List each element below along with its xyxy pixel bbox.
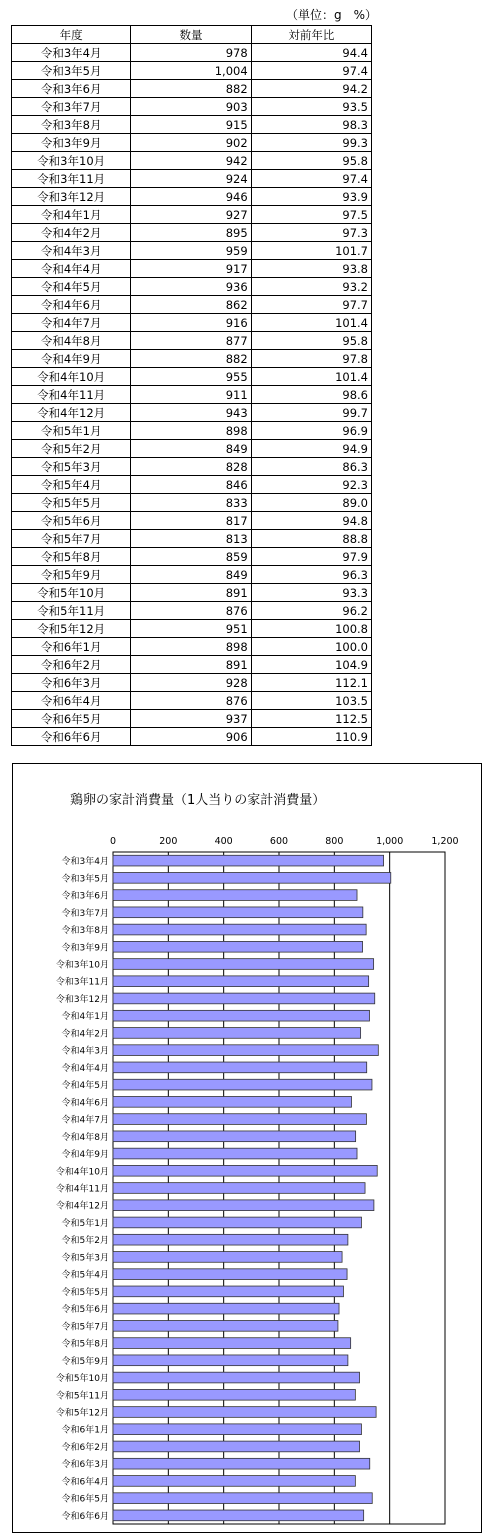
table-row xyxy=(12,602,372,620)
row-period: 令和6年2月 xyxy=(12,656,131,674)
table-row xyxy=(12,134,372,152)
row-quantity: 911 xyxy=(131,386,251,404)
table-row xyxy=(12,332,372,350)
row-yoy-ratio: 104.9 xyxy=(251,656,371,674)
row-quantity: 891 xyxy=(131,584,251,602)
row-quantity: 936 xyxy=(131,278,251,296)
row-yoy-ratio: 97.8 xyxy=(251,350,371,368)
table-row xyxy=(12,242,372,260)
category-label: 令和5年5月 xyxy=(61,1287,109,1298)
row-period: 令和3年8月 xyxy=(12,116,131,134)
category-label: 令和5年1月 xyxy=(61,1218,109,1229)
row-quantity: 828 xyxy=(131,458,251,476)
row-quantity: 846 xyxy=(131,476,251,494)
row-yoy-ratio: 95.8 xyxy=(251,152,371,170)
bar xyxy=(113,924,366,935)
category-label: 令和3年7月 xyxy=(61,908,109,919)
row-yoy-ratio: 94.4 xyxy=(251,44,371,62)
table-row xyxy=(12,296,372,314)
x-tick-label: 200 xyxy=(159,836,178,847)
bar xyxy=(113,976,369,987)
header-quantity: 数量 xyxy=(131,26,251,44)
row-yoy-ratio: 100.0 xyxy=(251,638,371,656)
row-quantity: 955 xyxy=(131,368,251,386)
bar xyxy=(113,1372,360,1383)
row-quantity: 916 xyxy=(131,314,251,332)
row-yoy-ratio: 96.3 xyxy=(251,566,371,584)
bar xyxy=(113,1407,376,1418)
table-row xyxy=(12,728,372,746)
bar-chart xyxy=(13,764,483,1534)
table-row xyxy=(12,512,372,530)
category-label: 令和3年4月 xyxy=(61,857,109,868)
table-row xyxy=(12,188,372,206)
table-row xyxy=(12,98,372,116)
category-label: 令和4年2月 xyxy=(61,1029,109,1040)
bar xyxy=(113,1131,356,1142)
table-row xyxy=(12,530,372,548)
bar xyxy=(113,959,374,970)
bar xyxy=(113,907,363,918)
x-tick-label: 600 xyxy=(269,836,289,847)
category-label: 令和6年6月 xyxy=(61,1511,109,1522)
row-period: 令和5年6月 xyxy=(12,512,131,530)
row-quantity: 959 xyxy=(131,242,251,260)
table-row xyxy=(12,44,372,62)
row-yoy-ratio: 101.4 xyxy=(251,368,371,386)
table-row xyxy=(12,404,372,422)
row-yoy-ratio: 96.9 xyxy=(251,422,371,440)
bar xyxy=(113,1269,347,1280)
row-yoy-ratio: 101.7 xyxy=(251,242,371,260)
row-period: 令和3年6月 xyxy=(12,80,131,98)
table-row xyxy=(12,692,372,710)
row-yoy-ratio: 103.5 xyxy=(251,692,371,710)
bar xyxy=(113,1286,343,1297)
table-row xyxy=(12,566,372,584)
table-row xyxy=(12,170,372,188)
bar xyxy=(113,1045,378,1056)
category-label: 令和3年11月 xyxy=(55,977,109,988)
bar xyxy=(113,1389,355,1400)
bar xyxy=(113,1234,348,1245)
bar xyxy=(113,1476,355,1487)
table-row xyxy=(12,116,372,134)
row-quantity: 943 xyxy=(131,404,251,422)
row-period: 令和5年8月 xyxy=(12,548,131,566)
bar xyxy=(113,1114,366,1125)
table-row xyxy=(12,260,372,278)
table-row xyxy=(12,584,372,602)
row-yoy-ratio: 94.9 xyxy=(251,440,371,458)
bar xyxy=(113,1252,342,1263)
bar xyxy=(113,890,357,901)
row-period: 令和4年12月 xyxy=(12,404,131,422)
table-row xyxy=(12,710,372,728)
row-yoy-ratio: 93.9 xyxy=(251,188,371,206)
row-period: 令和4年3月 xyxy=(12,242,131,260)
row-quantity: 927 xyxy=(131,206,251,224)
row-period: 令和5年12月 xyxy=(12,620,131,638)
bar xyxy=(113,941,363,952)
row-yoy-ratio: 97.9 xyxy=(251,548,371,566)
row-yoy-ratio: 97.7 xyxy=(251,296,371,314)
row-quantity: 942 xyxy=(131,152,251,170)
category-label: 令和4年7月 xyxy=(61,1115,109,1126)
category-label: 令和3年8月 xyxy=(61,926,109,937)
row-quantity: 937 xyxy=(131,710,251,728)
row-yoy-ratio: 93.8 xyxy=(251,260,371,278)
row-period: 令和6年6月 xyxy=(12,728,131,746)
row-yoy-ratio: 96.2 xyxy=(251,602,371,620)
bar xyxy=(113,873,391,884)
bar xyxy=(113,1424,361,1435)
row-period: 令和5年2月 xyxy=(12,440,131,458)
bar xyxy=(113,1338,351,1349)
row-yoy-ratio: 99.3 xyxy=(251,134,371,152)
row-quantity: 817 xyxy=(131,512,251,530)
category-label: 令和3年12月 xyxy=(55,994,109,1005)
row-yoy-ratio: 98.6 xyxy=(251,386,371,404)
table-row xyxy=(12,638,372,656)
row-yoy-ratio: 98.3 xyxy=(251,116,371,134)
bar xyxy=(113,1062,367,1073)
row-period: 令和4年8月 xyxy=(12,332,131,350)
table-row xyxy=(12,278,372,296)
row-quantity: 1,004 xyxy=(131,62,251,80)
row-period: 令和4年2月 xyxy=(12,224,131,242)
row-yoy-ratio: 86.3 xyxy=(251,458,371,476)
category-label: 令和6年3月 xyxy=(61,1460,109,1471)
row-period: 令和4年1月 xyxy=(12,206,131,224)
bar xyxy=(113,1458,370,1469)
bar xyxy=(113,1321,338,1332)
row-quantity: 915 xyxy=(131,116,251,134)
row-yoy-ratio: 95.8 xyxy=(251,332,371,350)
category-label: 令和3年10月 xyxy=(55,960,109,971)
bar xyxy=(113,1493,372,1504)
category-label: 令和6年4月 xyxy=(61,1477,109,1488)
table-row xyxy=(12,62,372,80)
category-label: 令和5年7月 xyxy=(61,1322,109,1333)
category-label: 令和4年8月 xyxy=(61,1132,109,1143)
table-row xyxy=(12,206,372,224)
table-row xyxy=(12,314,372,332)
category-label: 令和5年11月 xyxy=(55,1391,109,1402)
row-yoy-ratio: 93.5 xyxy=(251,98,371,116)
category-label: 令和6年5月 xyxy=(61,1494,109,1505)
row-yoy-ratio: 89.0 xyxy=(251,494,371,512)
category-label: 令和4年5月 xyxy=(61,1081,109,1092)
table-row xyxy=(12,80,372,98)
x-tick-label: 1,200 xyxy=(431,836,459,847)
row-period: 令和4年9月 xyxy=(12,350,131,368)
row-period: 令和3年4月 xyxy=(12,44,131,62)
bar xyxy=(113,1441,360,1452)
row-yoy-ratio: 94.2 xyxy=(251,80,371,98)
row-yoy-ratio: 97.5 xyxy=(251,206,371,224)
row-period: 令和3年11月 xyxy=(12,170,131,188)
row-period: 令和4年11月 xyxy=(12,386,131,404)
row-yoy-ratio: 97.4 xyxy=(251,62,371,80)
bar xyxy=(113,1217,361,1228)
table-row xyxy=(12,224,372,242)
bar xyxy=(113,993,375,1004)
row-quantity: 906 xyxy=(131,728,251,746)
row-period: 令和3年10月 xyxy=(12,152,131,170)
table-row xyxy=(12,152,372,170)
category-label: 令和5年9月 xyxy=(61,1356,109,1367)
header-period: 年度 xyxy=(12,26,131,44)
bar xyxy=(113,1165,377,1176)
table-row xyxy=(12,494,372,512)
row-yoy-ratio: 94.8 xyxy=(251,512,371,530)
category-label: 令和3年5月 xyxy=(61,874,109,885)
table-row xyxy=(12,620,372,638)
row-quantity: 928 xyxy=(131,674,251,692)
chart-panel xyxy=(12,763,482,1533)
category-label: 令和5年10月 xyxy=(55,1374,109,1385)
table-row xyxy=(12,386,372,404)
row-period: 令和4年10月 xyxy=(12,368,131,386)
bar xyxy=(113,1510,364,1521)
row-yoy-ratio: 112.1 xyxy=(251,674,371,692)
bar xyxy=(113,1010,369,1021)
row-quantity: 833 xyxy=(131,494,251,512)
row-period: 令和6年3月 xyxy=(12,674,131,692)
row-period: 令和5年7月 xyxy=(12,530,131,548)
bar xyxy=(113,1097,351,1108)
category-label: 令和4年6月 xyxy=(61,1098,109,1109)
row-quantity: 859 xyxy=(131,548,251,566)
row-yoy-ratio: 110.9 xyxy=(251,728,371,746)
category-label: 令和5年6月 xyxy=(61,1305,109,1316)
row-quantity: 902 xyxy=(131,134,251,152)
table-row xyxy=(12,458,372,476)
row-quantity: 924 xyxy=(131,170,251,188)
row-yoy-ratio: 93.2 xyxy=(251,278,371,296)
row-period: 令和5年10月 xyxy=(12,584,131,602)
row-quantity: 849 xyxy=(131,566,251,584)
category-label: 令和5年2月 xyxy=(61,1236,109,1247)
row-yoy-ratio: 92.3 xyxy=(251,476,371,494)
category-label: 令和4年1月 xyxy=(61,1012,109,1023)
row-yoy-ratio: 93.3 xyxy=(251,584,371,602)
bar xyxy=(113,1303,339,1314)
row-period: 令和4年7月 xyxy=(12,314,131,332)
row-quantity: 813 xyxy=(131,530,251,548)
row-quantity: 877 xyxy=(131,332,251,350)
category-label: 令和4年3月 xyxy=(61,1046,109,1057)
row-period: 令和4年4月 xyxy=(12,260,131,278)
category-label: 令和5年4月 xyxy=(61,1270,109,1281)
row-quantity: 903 xyxy=(131,98,251,116)
category-label: 令和6年2月 xyxy=(61,1442,109,1453)
row-yoy-ratio: 99.7 xyxy=(251,404,371,422)
table-row xyxy=(12,548,372,566)
bar xyxy=(113,1028,361,1039)
row-quantity: 898 xyxy=(131,422,251,440)
row-period: 令和6年4月 xyxy=(12,692,131,710)
row-quantity: 882 xyxy=(131,80,251,98)
row-period: 令和6年5月 xyxy=(12,710,131,728)
row-quantity: 891 xyxy=(131,656,251,674)
row-yoy-ratio: 101.4 xyxy=(251,314,371,332)
row-period: 令和4年5月 xyxy=(12,278,131,296)
x-tick-label: 0 xyxy=(109,836,117,847)
table-header-row xyxy=(12,26,372,44)
row-quantity: 862 xyxy=(131,296,251,314)
table-row xyxy=(12,422,372,440)
category-label: 令和4年10月 xyxy=(55,1167,109,1178)
row-quantity: 978 xyxy=(131,44,251,62)
table-row xyxy=(12,476,372,494)
row-quantity: 951 xyxy=(131,620,251,638)
x-tick-label: 800 xyxy=(325,836,344,847)
table-row xyxy=(12,656,372,674)
chart-title: 鶏卵の家計消費量（1人当りの家計消費量） xyxy=(70,793,326,808)
header-yoy-ratio: 対前年比 xyxy=(251,26,371,44)
row-period: 令和3年9月 xyxy=(12,134,131,152)
category-label: 令和5年8月 xyxy=(61,1339,109,1350)
bar xyxy=(113,1148,357,1159)
row-yoy-ratio: 88.8 xyxy=(251,530,371,548)
row-period: 令和3年7月 xyxy=(12,98,131,116)
row-quantity: 898 xyxy=(131,638,251,656)
table-body xyxy=(12,44,372,746)
bar xyxy=(113,1355,348,1366)
category-label: 令和4年12月 xyxy=(55,1201,109,1212)
bar xyxy=(113,1183,365,1194)
row-period: 令和5年5月 xyxy=(12,494,131,512)
row-quantity: 895 xyxy=(131,224,251,242)
x-tick-label: 1,000 xyxy=(376,836,404,847)
category-label: 令和4年4月 xyxy=(61,1063,109,1074)
category-label: 令和4年9月 xyxy=(61,1150,109,1161)
row-yoy-ratio: 100.8 xyxy=(251,620,371,638)
category-label: 令和5年12月 xyxy=(55,1408,109,1419)
bar xyxy=(113,1079,372,1090)
row-period: 令和5年3月 xyxy=(12,458,131,476)
row-period: 令和6年1月 xyxy=(12,638,131,656)
row-period: 令和3年12月 xyxy=(12,188,131,206)
row-yoy-ratio: 97.3 xyxy=(251,224,371,242)
table-row xyxy=(12,440,372,458)
row-yoy-ratio: 112.5 xyxy=(251,710,371,728)
table-row xyxy=(12,368,372,386)
consumption-table xyxy=(11,25,372,746)
row-yoy-ratio: 97.4 xyxy=(251,170,371,188)
row-quantity: 876 xyxy=(131,692,251,710)
category-label: 令和4年11月 xyxy=(55,1184,109,1195)
table-row xyxy=(12,350,372,368)
row-quantity: 876 xyxy=(131,602,251,620)
row-quantity: 946 xyxy=(131,188,251,206)
category-label: 令和3年9月 xyxy=(61,943,109,954)
table-row xyxy=(12,674,372,692)
unit-label: （単位：g %） xyxy=(286,8,378,22)
row-period: 令和3年5月 xyxy=(12,62,131,80)
row-period: 令和4年6月 xyxy=(12,296,131,314)
category-label: 令和3年6月 xyxy=(61,891,109,902)
bar xyxy=(113,1200,374,1211)
row-period: 令和5年11月 xyxy=(12,602,131,620)
row-period: 令和5年4月 xyxy=(12,476,131,494)
category-label: 令和6年1月 xyxy=(61,1425,109,1436)
category-label: 令和5年3月 xyxy=(61,1253,109,1264)
x-tick-label: 400 xyxy=(214,836,233,847)
bar xyxy=(113,855,384,866)
row-period: 令和5年1月 xyxy=(12,422,131,440)
row-period: 令和5年9月 xyxy=(12,566,131,584)
row-quantity: 917 xyxy=(131,260,251,278)
row-quantity: 882 xyxy=(131,350,251,368)
row-quantity: 849 xyxy=(131,440,251,458)
